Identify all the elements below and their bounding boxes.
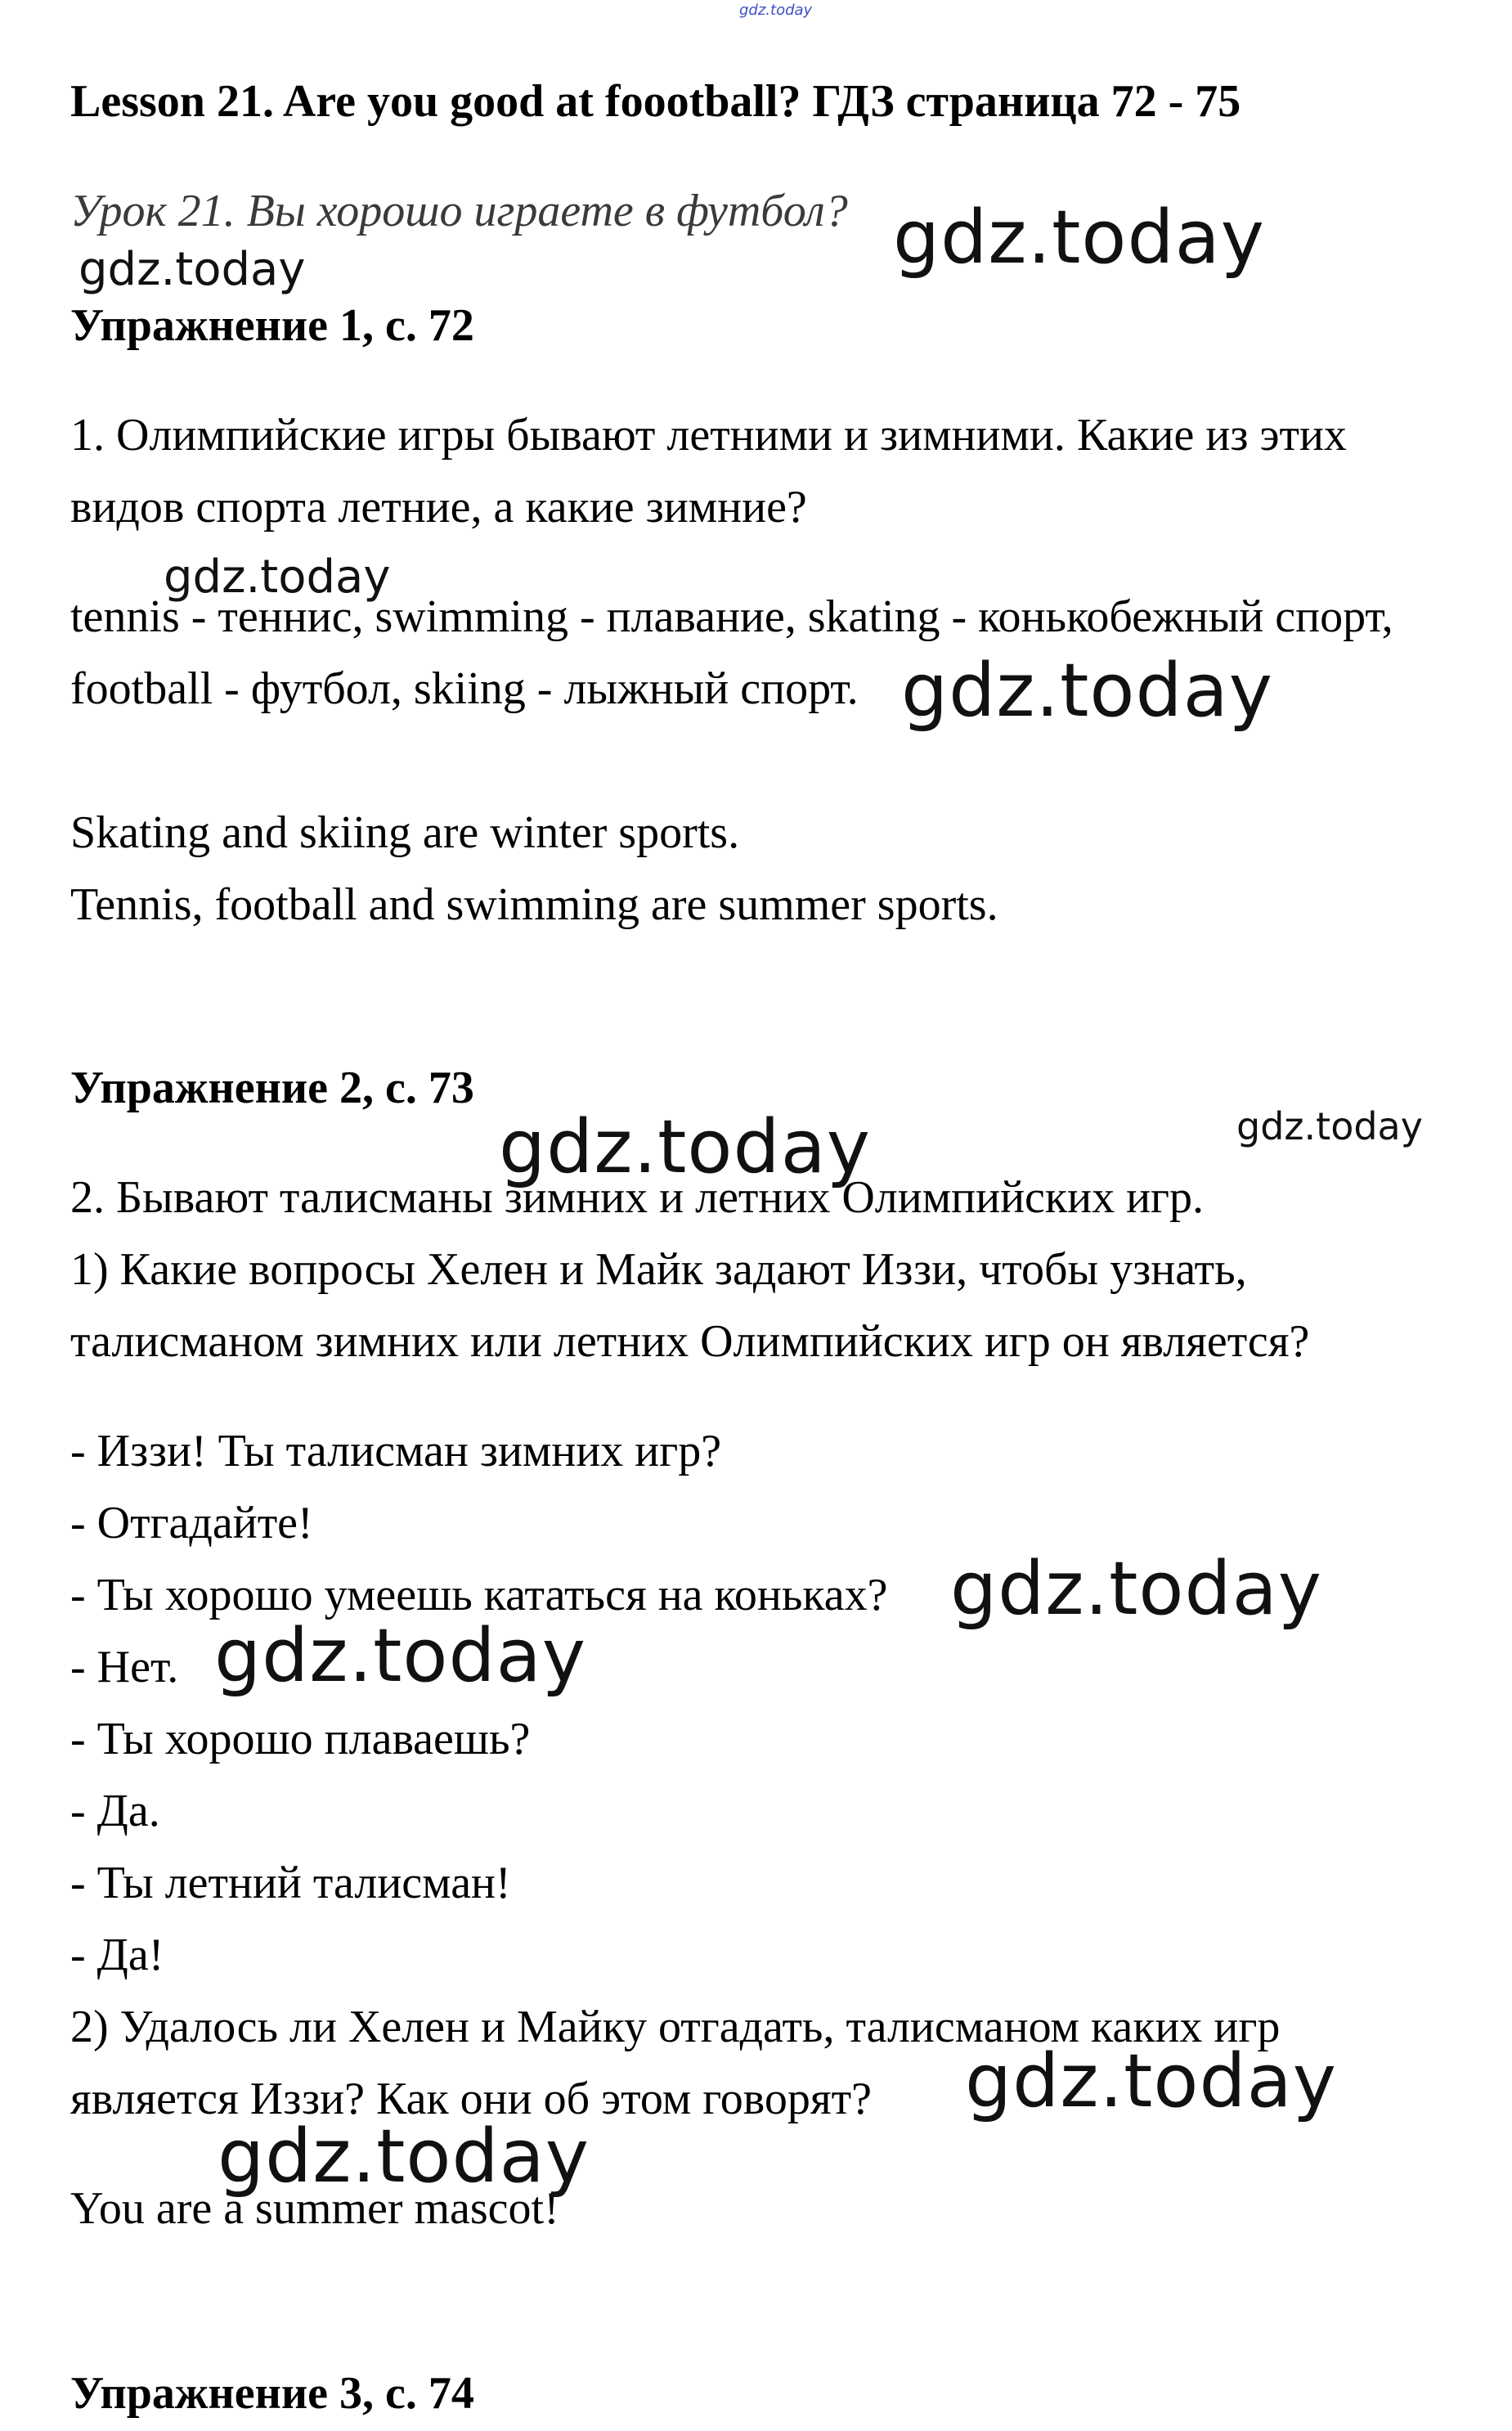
watermark-text: gdz.today	[164, 550, 391, 604]
dialogue-line: - Иззи! Ты талисман зимних игр?	[70, 1426, 722, 1476]
dialogue-line: - Да.	[70, 1786, 160, 1836]
exercise2-heading: Упражнение 2, с. 73	[70, 1063, 474, 1113]
dialogue-line: - Ты хорошо плаваешь?	[70, 1714, 531, 1764]
page-title: Lesson 21. Are you good at foootball? ГДЗ страница 72 - 75	[70, 76, 1241, 127]
watermark-text: gdz.today	[218, 2114, 590, 2200]
exercise1-task-line: 1. Олимпийские игры бывают летними и зимними. Какие из этих	[70, 410, 1347, 461]
exercise1-answer-line: Tennis, football and swimming are summer sports.	[70, 879, 998, 930]
watermark-text: gdz.today	[965, 2038, 1338, 2124]
exercise1-vocab-line: tennis - теннис, swimming - плавание, skating - конькобежный спорт,	[70, 591, 1393, 642]
watermark-text: gdz.today	[79, 243, 306, 296]
exercise2-question1-line: 1) Какие вопросы Хелен и Майк задают Иззи, чтобы узнать,	[70, 1244, 1247, 1295]
dialogue-line: - Ты хорошо умеешь кататься на коньках?	[70, 1570, 888, 1620]
watermark-text: gdz.today	[214, 1613, 587, 1699]
exercise3-heading: Упражнение 3, с. 74	[70, 2368, 474, 2419]
dialogue-line: - Ты летний талисман!	[70, 1858, 511, 1908]
page-subtitle: Урок 21. Вы хорошо играете в футбол?	[70, 186, 848, 236]
exercise1-answer-line: Skating and skiing are winter sports.	[70, 807, 740, 858]
exercise1-vocab-line: football - футбол, skiing - лыжный спорт.	[70, 663, 859, 714]
watermark-text: gdz.today	[499, 1104, 872, 1190]
exercise2-question2-line: 2) Удалось ли Хелен и Майку отгадать, талисманом каких игр	[70, 2002, 1281, 2052]
exercise2-question1-line: талисманом зимних или летних Олимпийских игр он является?	[70, 1316, 1310, 1367]
exercise1-heading: Упражнение 1, с. 72	[70, 300, 474, 351]
top-watermark: gdz.today	[739, 2, 813, 19]
exercise1-task-line: видов спорта летние, а какие зимние?	[70, 482, 807, 532]
dialogue-line: - Да!	[70, 1930, 164, 1980]
exercise2-question2-line: является Иззи? Как они об этом говорят?	[70, 2074, 872, 2124]
dialogue-line: - Отгадайте!	[70, 1498, 313, 1548]
exercise2-answer: You are a summer mascot!	[70, 2183, 559, 2234]
watermark-text: gdz.today	[901, 648, 1274, 734]
dialogue-line: - Нет.	[70, 1642, 179, 1692]
exercise2-intro: 2. Бывают талисманы зимних и летних Олимпийских игр.	[70, 1172, 1204, 1223]
watermark-text: gdz.today	[950, 1546, 1323, 1632]
watermark-text: gdz.today	[1236, 1104, 1423, 1148]
watermark-text: gdz.today	[893, 195, 1266, 281]
